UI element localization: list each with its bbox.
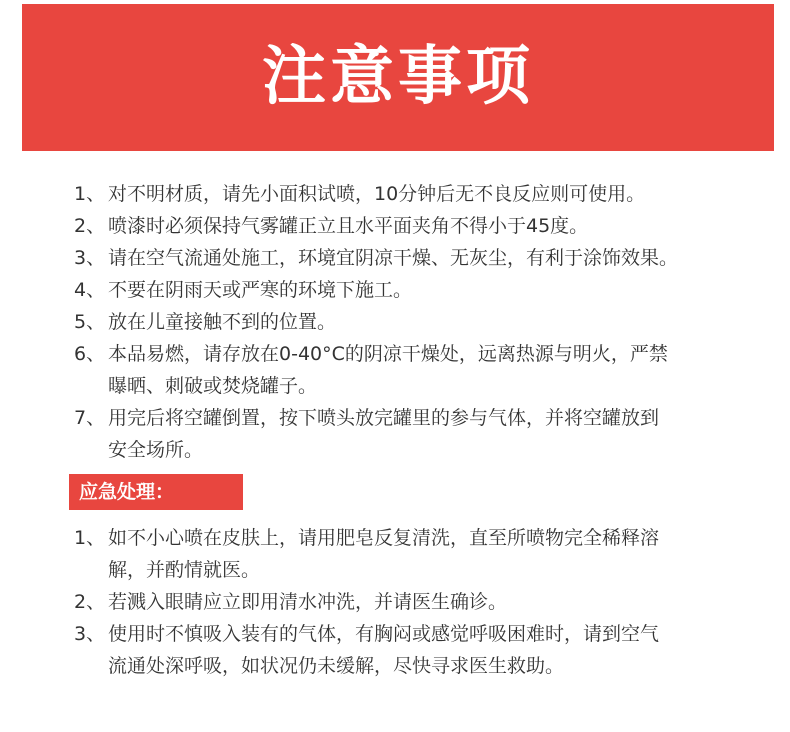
list-item	[74, 210, 754, 242]
emergency-section-label: 应急处理：	[69, 474, 243, 510]
list-item	[74, 306, 754, 338]
item-text: 放在儿童接触不到的位置。	[108, 311, 337, 333]
list-item	[74, 586, 754, 618]
list-item	[74, 522, 754, 586]
list-item	[74, 242, 754, 274]
item-text: 如不小心喷在皮肤上，请用肥皂反复清洗，直至所喷物完全稀释溶 解，并酌情就医。	[108, 527, 660, 581]
item-text: 使用时不慎吸入装有的气体，有胸闷或感觉呼吸困难时，请到空气 流通处深呼吸，如状况仍未缓解，尽快寻求医生救助。	[108, 623, 660, 677]
item-number: 7、	[74, 407, 106, 429]
list-item	[74, 618, 754, 682]
list-item	[74, 178, 754, 210]
item-number: 3、	[74, 623, 106, 645]
list-item	[74, 338, 754, 402]
emergency-list	[74, 522, 754, 682]
item-number: 2、	[74, 215, 106, 237]
list-item	[74, 274, 754, 306]
item-number: 5、	[74, 311, 106, 333]
item-text: 喷漆时必须保持气雾罐正立且水平面夹角不得小于45度。	[108, 215, 589, 237]
item-number: 6、	[74, 343, 106, 365]
item-number: 3、	[74, 247, 106, 269]
item-number: 4、	[74, 279, 106, 301]
item-text: 对不明材质，请先小面积试喷，10分钟后无不良反应则可使用。	[108, 183, 646, 205]
item-number: 2、	[74, 591, 106, 613]
item-text: 本品易燃，请存放在0-40°C的阴凉干燥处，远离热源与明火，严禁 曝晒、刺破或焚烧罐子。	[108, 343, 668, 397]
item-number: 1、	[74, 183, 106, 205]
header-banner	[22, 4, 774, 151]
list-item	[74, 402, 754, 466]
item-text: 请在空气流通处施工，环境宜阴凉干燥、无灰尘，有利于涂饰效果。	[108, 247, 679, 269]
item-text: 不要在阴雨天或严寒的环境下施工。	[108, 279, 413, 301]
notice-list	[74, 178, 754, 466]
item-text: 用完后将空罐倒置，按下喷头放完罐里的参与气体，并将空罐放到 安全场所。	[108, 407, 660, 461]
item-number: 1、	[74, 527, 106, 549]
item-text: 若溅入眼睛应立即用清水冲洗，并请医生确诊。	[108, 591, 508, 613]
page-title: 注意事项	[262, 39, 534, 114]
